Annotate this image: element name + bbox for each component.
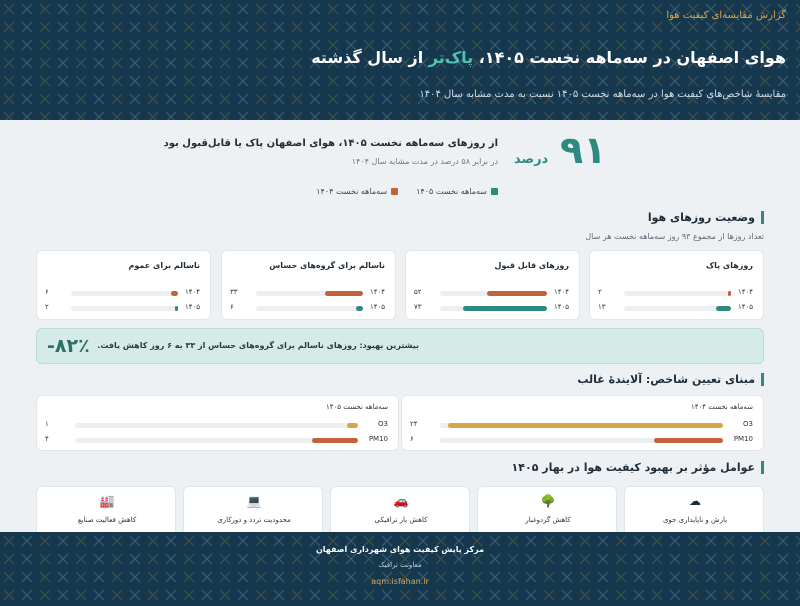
legend-swatch-1405 xyxy=(491,188,498,195)
factory-icon: 🏭 xyxy=(99,494,115,508)
bar-year-label: ۱۴۰۴ xyxy=(553,288,569,296)
factor-label: محدودیت تردد و دورکاری xyxy=(217,516,291,524)
status-card-title: روزهای قابل قبول xyxy=(494,261,569,270)
pollutant-row-pm10 xyxy=(45,435,388,445)
bar-value-label: ۳۳ xyxy=(230,288,238,296)
bar-value-label: ۴ xyxy=(45,435,49,443)
factors-list xyxy=(36,486,764,532)
factor-card xyxy=(624,486,764,532)
days-cards xyxy=(36,250,764,320)
bar-track xyxy=(624,306,731,311)
bar-track xyxy=(440,423,723,428)
bar xyxy=(728,291,731,296)
bar-value-label: ۵۲ xyxy=(414,288,422,296)
bar-value-label: ۲ xyxy=(45,303,49,311)
bar-year-label: ۱۴۰۵ xyxy=(553,303,569,311)
legend-label-1405: سه‌ماهه نخست ۱۴۰۵ xyxy=(416,187,487,196)
bar-row-۱۴۰۴ xyxy=(414,288,569,298)
bar-year-label: ۱۴۰۵ xyxy=(737,303,753,311)
bar-track xyxy=(624,291,731,296)
improvement-pct: -۸۲٪ xyxy=(47,335,90,357)
bar-value-label: ۶ xyxy=(410,435,414,443)
bar xyxy=(356,306,363,311)
bar xyxy=(716,306,731,311)
bar-row-۱۴۰۵ xyxy=(598,303,753,313)
pollutant-label: PM10 xyxy=(733,435,753,443)
car-icon: 🚗 xyxy=(393,494,409,508)
report-subtitle: مقایسهٔ شاخص‌های کیفیت هوا در سه‌ماهه نخست ۱۴۰۵ نسبت به مدت مشابه سال ۱۴۰۴ xyxy=(419,89,786,100)
status-card-unhealthy-sensitive xyxy=(221,250,396,320)
bar-year-label: ۱۴۰۵ xyxy=(369,303,385,311)
title-part1: هوای اصفهان در سه‌ماهه نخست ۱۴۰۵، xyxy=(478,48,786,67)
bar-track xyxy=(440,306,547,311)
bar-track xyxy=(256,291,363,296)
status-card-acceptable-days xyxy=(405,250,580,320)
footer-url[interactable]: aqm.isfahan.ir xyxy=(371,577,429,586)
pollutant-box-title: سه‌ماهه نخست ۱۴۰۴ xyxy=(690,403,753,411)
bar-track xyxy=(440,438,723,443)
factor-card xyxy=(36,486,176,532)
factor-card xyxy=(477,486,617,532)
pollutant-box-1404 xyxy=(401,395,764,451)
status-card-title: ناسالم برای گروه‌های حساس xyxy=(269,261,385,270)
pollutant-box-1405 xyxy=(36,395,399,451)
bar xyxy=(175,306,178,311)
pollutant-box-title: سه‌ماهه نخست ۱۴۰۵ xyxy=(325,403,388,411)
bar-track xyxy=(75,423,358,428)
bar xyxy=(654,438,723,443)
bar xyxy=(325,291,363,296)
bar-value-label: ۲۴ xyxy=(410,420,418,428)
footer-pattern xyxy=(0,532,800,606)
legend-swatch-1404 xyxy=(391,188,398,195)
stat-line1: از روزهای سه‌ماهه نخست ۱۴۰۵، هوای اصفهان پاک یا قابل‌قبول بود xyxy=(163,138,498,149)
pollutant-row-o3 xyxy=(45,420,388,430)
bar xyxy=(448,423,723,428)
factors-section-title: عوامل مؤثر بر بهبود کیفیت هوا در بهار ۱۴۰۵ xyxy=(512,461,764,474)
pollutant-section-title: مبنای تعیین شاخص: آلایندهٔ غالب xyxy=(577,373,764,386)
footer-org: مرکز پایش کیفیت هوای شهرداری اصفهان xyxy=(315,545,485,554)
factor-label: کاهش بار ترافیکی xyxy=(374,516,428,524)
bar-year-label: ۱۴۰۵ xyxy=(184,303,200,311)
title-part2: از سال گذشته xyxy=(311,48,424,67)
bar-value-label: ۲ xyxy=(598,288,602,296)
legend-label-1404: سه‌ماهه نخست ۱۴۰۴ xyxy=(316,187,388,196)
factor-label: بارش و ناپایداری جوی xyxy=(662,516,728,524)
title-highlight: پاک‌تر xyxy=(428,48,474,67)
legend xyxy=(316,187,498,196)
factor-label: کاهش گردوغبار xyxy=(525,516,571,524)
bar-track xyxy=(440,291,547,296)
bar-value-label: ۶ xyxy=(230,303,234,311)
improvement-text: بیشترین بهبود: روزهای ناسالم برای گروه‌های حساس از ۳۳ به ۶ روز کاهش یافت. xyxy=(97,341,419,350)
pollutant-row-pm10 xyxy=(410,435,753,445)
bar-row-۱۴۰۵ xyxy=(45,303,200,313)
status-card-title: روزهای پاک xyxy=(705,261,753,270)
report-footer xyxy=(0,532,800,606)
bar-year-label: ۱۴۰۴ xyxy=(184,288,200,296)
bar-track xyxy=(256,306,363,311)
bar-track xyxy=(71,291,178,296)
bar-row-۱۴۰۴ xyxy=(45,288,200,298)
bar-value-label: ۷۳ xyxy=(414,303,422,311)
report-kicker: گزارش مقایسه‌ای کیفیت هوا xyxy=(666,10,786,21)
status-card-unhealthy-public xyxy=(36,250,211,320)
bar-row-۱۴۰۴ xyxy=(598,288,753,298)
pollutant-label: PM10 xyxy=(368,435,388,443)
days-section-subtitle: تعداد روزها از مجموع ۹۳ روز سه‌ماهه نخست هر سال xyxy=(585,232,764,241)
footer-dept: معاونت ترافیک xyxy=(378,561,422,569)
improvement-banner xyxy=(36,328,764,364)
bar-year-label: ۱۴۰۴ xyxy=(737,288,753,296)
cloud-rain-icon: ☁ xyxy=(689,494,701,508)
pollutant-row-o3 xyxy=(410,420,753,430)
pollutant-label: O3 xyxy=(378,420,388,428)
bar-track xyxy=(75,438,358,443)
factor-label: کاهش فعالیت صنایع xyxy=(77,516,137,524)
tree-icon: 🌳 xyxy=(540,494,556,508)
pollutant-label: O3 xyxy=(743,420,753,428)
bar xyxy=(463,306,547,311)
laptop-icon: 💻 xyxy=(246,494,262,508)
bar-row-۱۴۰۴ xyxy=(230,288,385,298)
status-card-clean-days xyxy=(589,250,764,320)
bar xyxy=(347,423,358,428)
stat-line2: در برابر ۵۸ درصد در مدت مشابه سال ۱۴۰۴ xyxy=(351,157,498,166)
days-section-title: وضعیت روزهای هوا xyxy=(648,211,764,224)
bar xyxy=(487,291,547,296)
stat-unit: درصد xyxy=(514,152,549,167)
report-title xyxy=(311,48,786,67)
bar-row-۱۴۰۵ xyxy=(230,303,385,313)
bar-value-label: ۱۳ xyxy=(598,303,606,311)
bar-year-label: ۱۴۰۴ xyxy=(369,288,385,296)
legend-item-1405 xyxy=(416,187,498,196)
report-header xyxy=(0,0,800,120)
bar-track xyxy=(71,306,178,311)
bar-value-label: ۶ xyxy=(45,288,49,296)
legend-item-1404 xyxy=(316,187,398,196)
factor-card xyxy=(330,486,470,532)
bar-value-label: ۱ xyxy=(45,420,49,428)
bar xyxy=(171,291,178,296)
factor-card xyxy=(183,486,323,532)
bar-row-۱۴۰۵ xyxy=(414,303,569,313)
status-card-title: ناسالم برای عموم xyxy=(128,261,200,270)
bar xyxy=(312,438,358,443)
stat-value: ۹۱ xyxy=(560,128,607,172)
